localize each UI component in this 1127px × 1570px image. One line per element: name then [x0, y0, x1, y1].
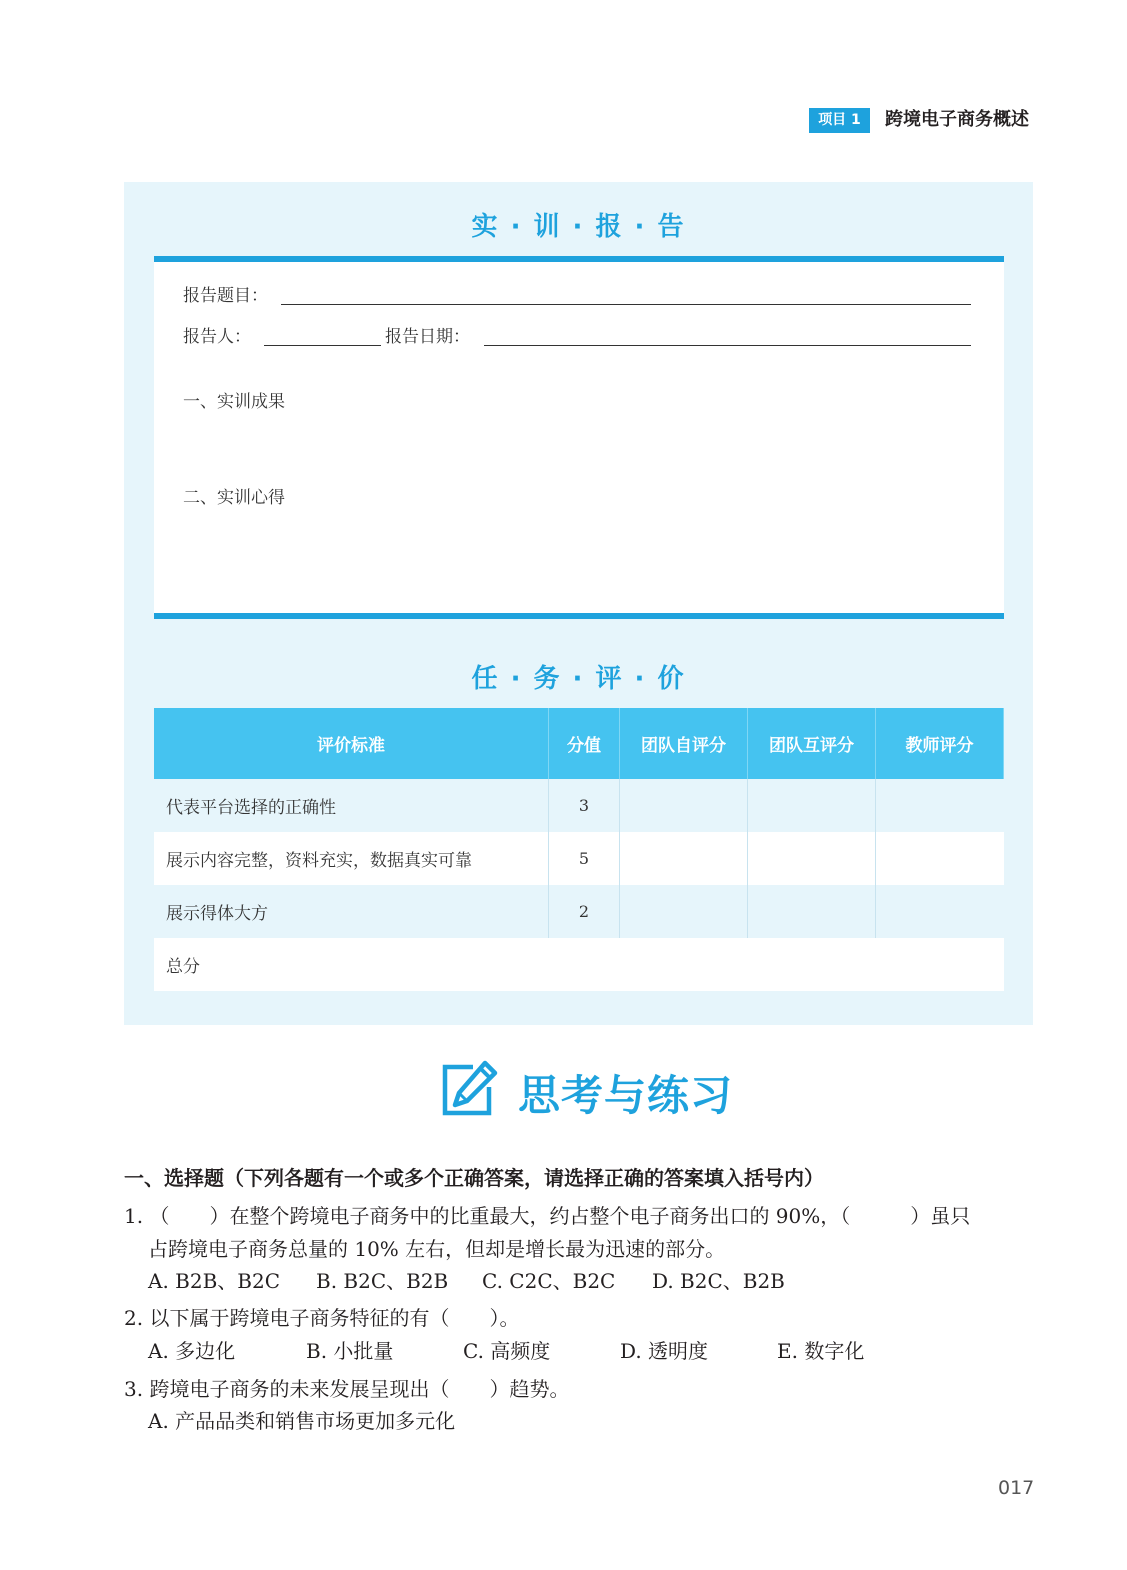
chapter-title: 跨境电子商务概述	[885, 109, 1029, 130]
evaluation-table	[154, 708, 1004, 991]
edit-pencil-icon	[439, 1059, 499, 1119]
q2-option-e: E. 数字化	[777, 1339, 865, 1363]
page-number: 017	[998, 1477, 1035, 1499]
header-teacher-score: 教师评分	[876, 708, 1004, 779]
peer-score-cell[interactable]	[748, 832, 876, 885]
topic-label: 报告题目：	[183, 286, 268, 306]
teacher-score-cell[interactable]	[876, 779, 1004, 832]
score-cell: 2	[549, 885, 620, 938]
exercises-title: 思考与练习	[518, 1071, 734, 1120]
reporter-label: 报告人：	[183, 327, 251, 347]
criterion-cell: 代表平台选择的正确性	[154, 779, 549, 832]
report-heading: 实 · 训 · 报 · 告	[471, 212, 686, 242]
table-row	[154, 885, 1004, 938]
header-self-score: 团队自评分	[620, 708, 748, 779]
self-score-cell[interactable]	[620, 832, 748, 885]
section-heading: 一、选择题（下列各题有一个或多个正确答案，请选择正确的答案填入括号内）	[124, 1166, 824, 1190]
q1-option-d: D. B2C、B2B	[652, 1269, 785, 1293]
peer-score-cell[interactable]	[748, 779, 876, 832]
q1-option-b: B. B2C、B2B	[316, 1269, 449, 1293]
header-criterion: 评价标准	[154, 708, 549, 779]
score-cell: 3	[549, 779, 620, 832]
question-2: 2. 以下属于跨境电子商务特征的有（ ）。	[124, 1306, 520, 1330]
criterion-cell: 展示得体大方	[154, 885, 549, 938]
header-peer-score: 团队互评分	[748, 708, 876, 779]
teacher-score-cell[interactable]	[876, 885, 1004, 938]
section-reflection: 二、实训心得	[183, 488, 285, 508]
q2-option-c: C. 高频度	[463, 1339, 551, 1363]
peer-score-cell[interactable]	[748, 885, 876, 938]
table-row	[154, 779, 1004, 832]
q2-option-b: B. 小批量	[306, 1339, 394, 1363]
reporter-line[interactable]	[264, 345, 381, 346]
teacher-score-cell[interactable]	[876, 832, 1004, 885]
table-header-row	[154, 708, 1004, 779]
report-form	[154, 256, 1004, 619]
q3-option-a: A. 产品品类和销售市场更加多元化	[148, 1409, 456, 1433]
evaluation-heading: 任 · 务 · 评 · 价	[471, 664, 686, 694]
self-score-cell[interactable]	[620, 885, 748, 938]
report-panel	[124, 182, 1033, 1025]
question-3: 3. 跨境电子商务的未来发展呈现出（ ）趋势。	[124, 1377, 570, 1401]
header-score: 分值	[549, 708, 620, 779]
q1-option-c: C. C2C、B2C	[482, 1269, 616, 1293]
total-row	[154, 938, 1004, 991]
topic-line[interactable]	[281, 304, 971, 305]
criterion-cell: 展示内容完整，资料充实，数据真实可靠	[154, 832, 549, 885]
q1-option-a: A. B2B、B2C	[148, 1269, 281, 1293]
question-1-line-2: 占跨境电子商务总量的 10% 左右，但却是增长最为迅速的部分。	[148, 1237, 726, 1261]
total-label: 总分	[166, 957, 200, 977]
score-cell: 5	[549, 832, 620, 885]
date-line[interactable]	[484, 345, 971, 346]
chapter-badge: 项目 1	[809, 108, 870, 133]
q2-option-d: D. 透明度	[620, 1339, 709, 1363]
table-row	[154, 832, 1004, 885]
self-score-cell[interactable]	[620, 779, 748, 832]
question-1-line-1: 1. （ ）在整个跨境电子商务中的比重最大，约占整个电子商务出口的 90%，（ ）虽只	[124, 1204, 971, 1228]
section-results: 一、实训成果	[183, 392, 285, 412]
q2-option-a: A. 多边化	[148, 1339, 236, 1363]
date-label: 报告日期：	[385, 327, 470, 347]
